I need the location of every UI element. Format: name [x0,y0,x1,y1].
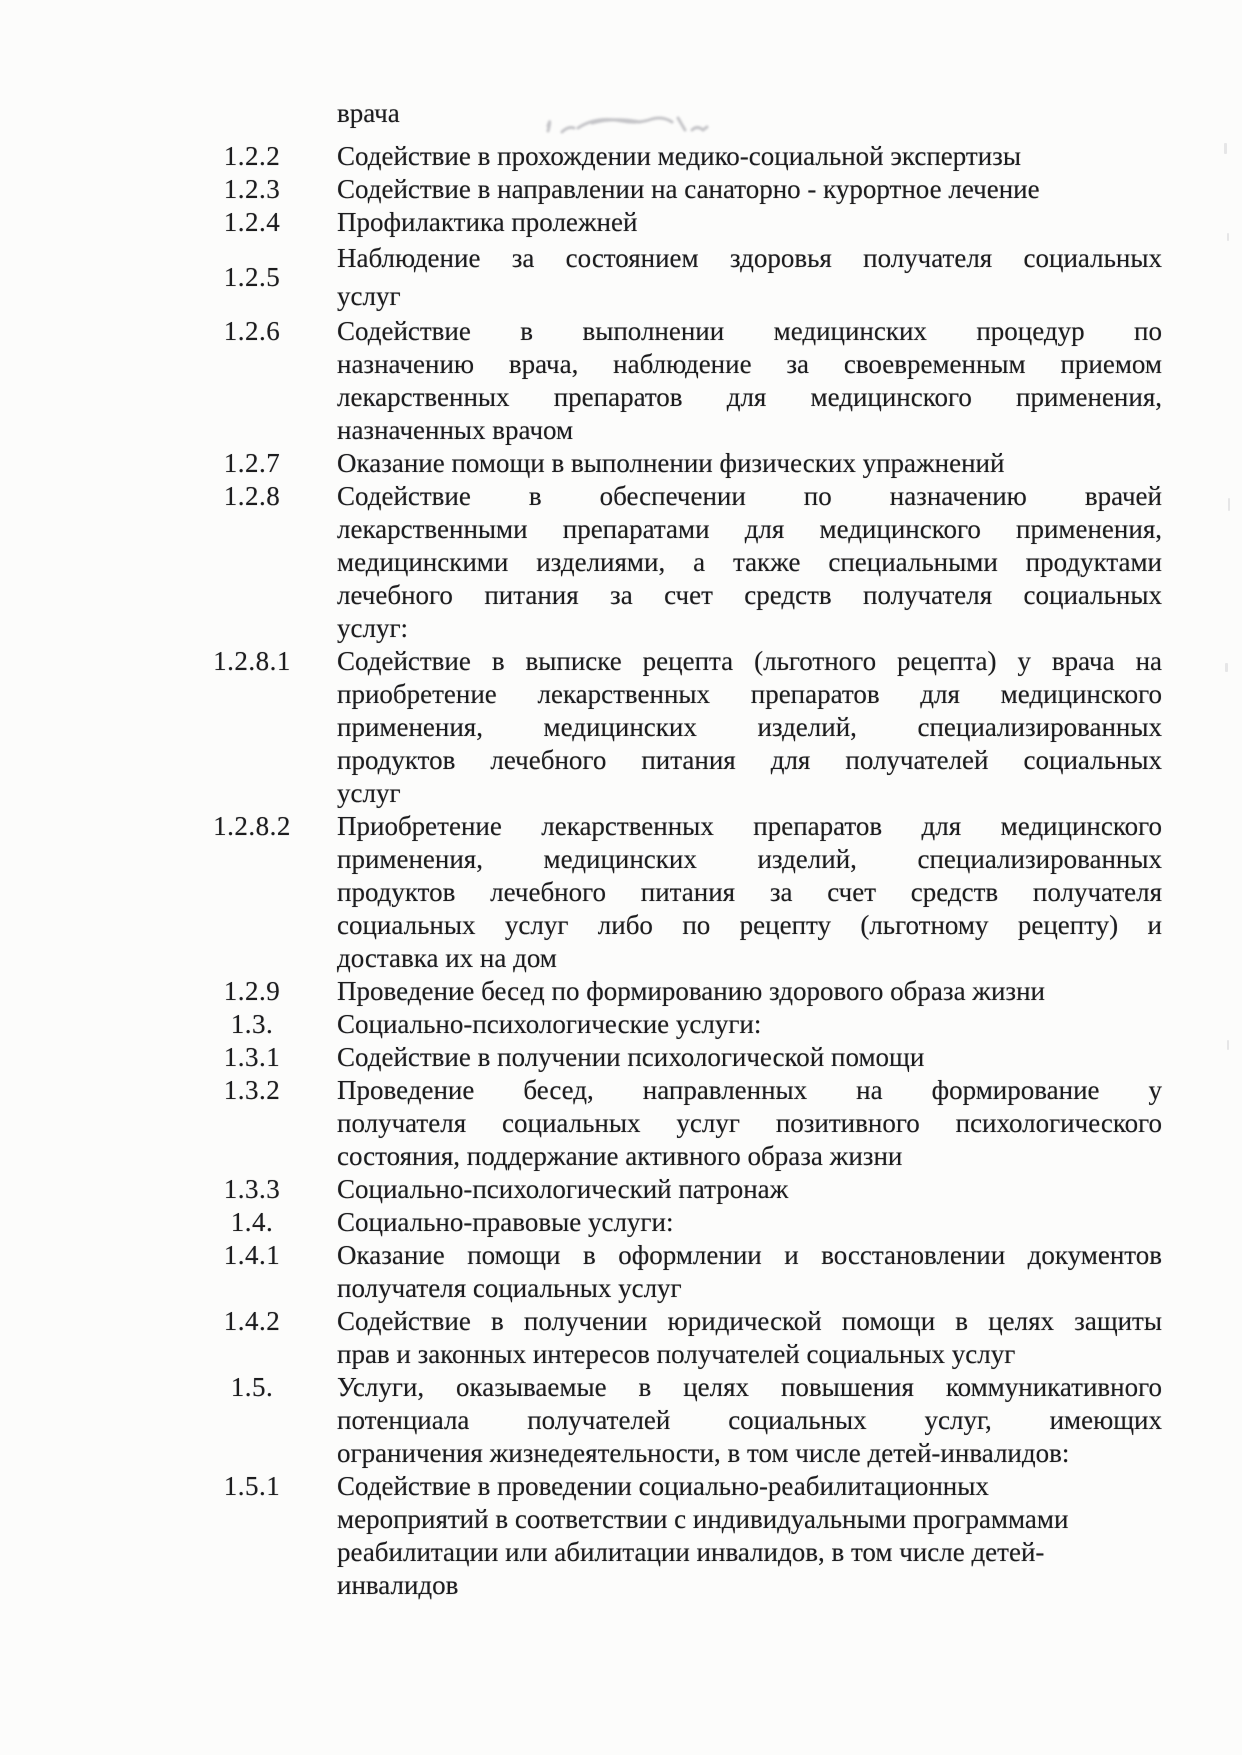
text-line: Содействие в получении психологической помощи [337,1042,925,1072]
list-item [0,1008,1242,1041]
item-number: 1.3.2 [223,1075,281,1105]
text-line: реабилитации или абилитации инвалидов, в том числе детей- [337,1537,1045,1567]
text-line: Содействие в выписке рецепта (льготного рецепта) у врача на [337,646,1162,676]
item-text [337,810,1162,975]
text-line: лечебного питания за счет средств получателя социальных [337,580,1162,610]
text-line: состояния, поддержание активного образа жизни [337,1141,903,1171]
item-text [337,1173,1162,1206]
item-text [337,1206,1162,1239]
item-number: 1.2.9 [223,976,281,1006]
item-text [337,1470,1162,1602]
text-line: приобретение лекарственных препаратов для медицинского [337,679,1162,709]
list-item [0,645,1242,810]
list-item [0,1305,1242,1371]
service-list [0,97,1242,1602]
item-number: 1.3. [230,1009,274,1039]
list-item [0,1371,1242,1470]
text-line: Содействие в выполнении медицинских процедур по [337,316,1162,346]
list-item [0,1041,1242,1074]
item-text [337,1041,1162,1074]
text-line: услуг [337,778,401,808]
item-text [337,315,1162,447]
text-line: Оказание помощи в выполнении физических упражнений [337,448,1005,478]
text-line: Услуги, оказываемые в целях повышения коммуникативного [337,1372,1162,1402]
list-item [0,239,1242,315]
item-number: 1.5.1 [223,1471,281,1501]
text-line: лекарственных препаратов для медицинского применения, [337,382,1162,412]
text-line: доставка их на дом [337,943,557,973]
text-line: инвалидов [337,1570,459,1600]
list-item [0,1206,1242,1239]
list-item [0,1239,1242,1305]
text-line: продуктов лечебного питания за счет средств получателя [337,877,1162,907]
text-line: врача [337,98,400,128]
item-number: 1.2.2 [223,141,281,171]
list-item [0,1074,1242,1173]
item-number: 1.4. [230,1207,274,1237]
text-line: услуг: [337,613,409,643]
item-text [337,1239,1162,1305]
text-line: лекарственными препаратами для медицинского применения, [337,514,1162,544]
text-line: Приобретение лекарственных препаратов для медицинского [337,811,1162,841]
item-number: 1.2.8.1 [213,646,291,676]
list-item [0,140,1242,173]
text-line: Наблюдение за состоянием здоровья получателя социальных [337,243,1162,273]
list-item [0,97,1242,130]
text-line: назначению врача, наблюдение за своевременным приемом [337,349,1162,379]
text-line: Содействие в направлении на санаторно - курортное лечение [337,174,1040,204]
text-line: социальных услуг либо по рецепту (льготному рецепту) и [337,910,1162,940]
list-item [0,1470,1242,1602]
item-number: 1.2.8 [223,481,281,511]
text-line: Содействие в обеспечении по назначению врачей [337,481,1162,511]
item-text [337,447,1162,480]
item-text [337,1008,1162,1041]
text-line: применения, медицинских изделий, специализированных [337,844,1162,874]
item-text [337,1074,1162,1173]
item-text [337,480,1162,645]
item-number: 1.3.3 [223,1174,281,1204]
text-line: Содействие в проведении социально-реабилитационных [337,1471,989,1501]
text-line: Содействие в прохождении медико-социальной экспертизы [337,141,1021,171]
text-line: ограничения жизнедеятельности, в том числе детей-инвалидов: [337,1438,1070,1468]
item-number: 1.4.2 [223,1306,281,1336]
item-text [337,173,1162,206]
item-text [337,97,1162,130]
text-line: получателя социальных услуг позитивного психологического [337,1108,1162,1138]
text-line: Социально-правовые услуги: [337,1207,674,1237]
item-number: 1.2.5 [223,261,281,292]
item-number: 1.3.1 [223,1042,281,1072]
text-line: Профилактика пролежней [337,207,638,237]
list-item [0,1173,1242,1206]
text-line: Оказание помощи в оформлении и восстановлении документов [337,1240,1162,1270]
item-number: 1.2.3 [223,174,281,204]
text-line: применения, медицинских изделий, специализированных [337,712,1162,742]
item-text [337,206,1162,239]
text-line: получателя социальных услуг [337,1273,682,1303]
item-text [337,645,1162,810]
item-number: 1.2.8.2 [213,811,291,841]
list-item [0,173,1242,206]
item-number: 1.2.7 [223,448,281,478]
text-line: услуг [337,281,401,311]
item-text [337,1371,1162,1470]
text-line: медицинскими изделиями, а также специальными продуктами [337,547,1162,577]
item-text [337,239,1162,315]
text-line: назначенных врачом [337,415,574,445]
text-line: Содействие в получении юридической помощи в целях защиты [337,1306,1162,1336]
item-number: 1.2.6 [223,316,281,346]
list-item [0,480,1242,645]
item-text [337,140,1162,173]
list-item [0,315,1242,447]
text-line: Социально-психологический патронаж [337,1174,789,1204]
text-line: мероприятий в соответствии с индивидуальными программами [337,1504,1069,1534]
item-text [337,975,1162,1008]
item-number: 1.2.4 [223,207,281,237]
list-item [0,975,1242,1008]
text-line: Социально-психологические услуги: [337,1009,762,1039]
text-line: Проведение бесед, направленных на формирование у [337,1075,1162,1105]
text-line: прав и законных интересов получателей социальных услуг [337,1339,1016,1369]
list-item [0,810,1242,975]
text-line: Проведение бесед по формированию здорового образа жизни [337,976,1045,1006]
item-number: 1.5. [230,1372,274,1402]
list-item [0,206,1242,239]
item-number: 1.4.1 [223,1240,281,1270]
text-line: продуктов лечебного питания для получателей социальных [337,745,1162,775]
list-item [0,447,1242,480]
item-text [337,1305,1162,1371]
text-line: потенциала получателей социальных услуг, имеющих [337,1405,1162,1435]
